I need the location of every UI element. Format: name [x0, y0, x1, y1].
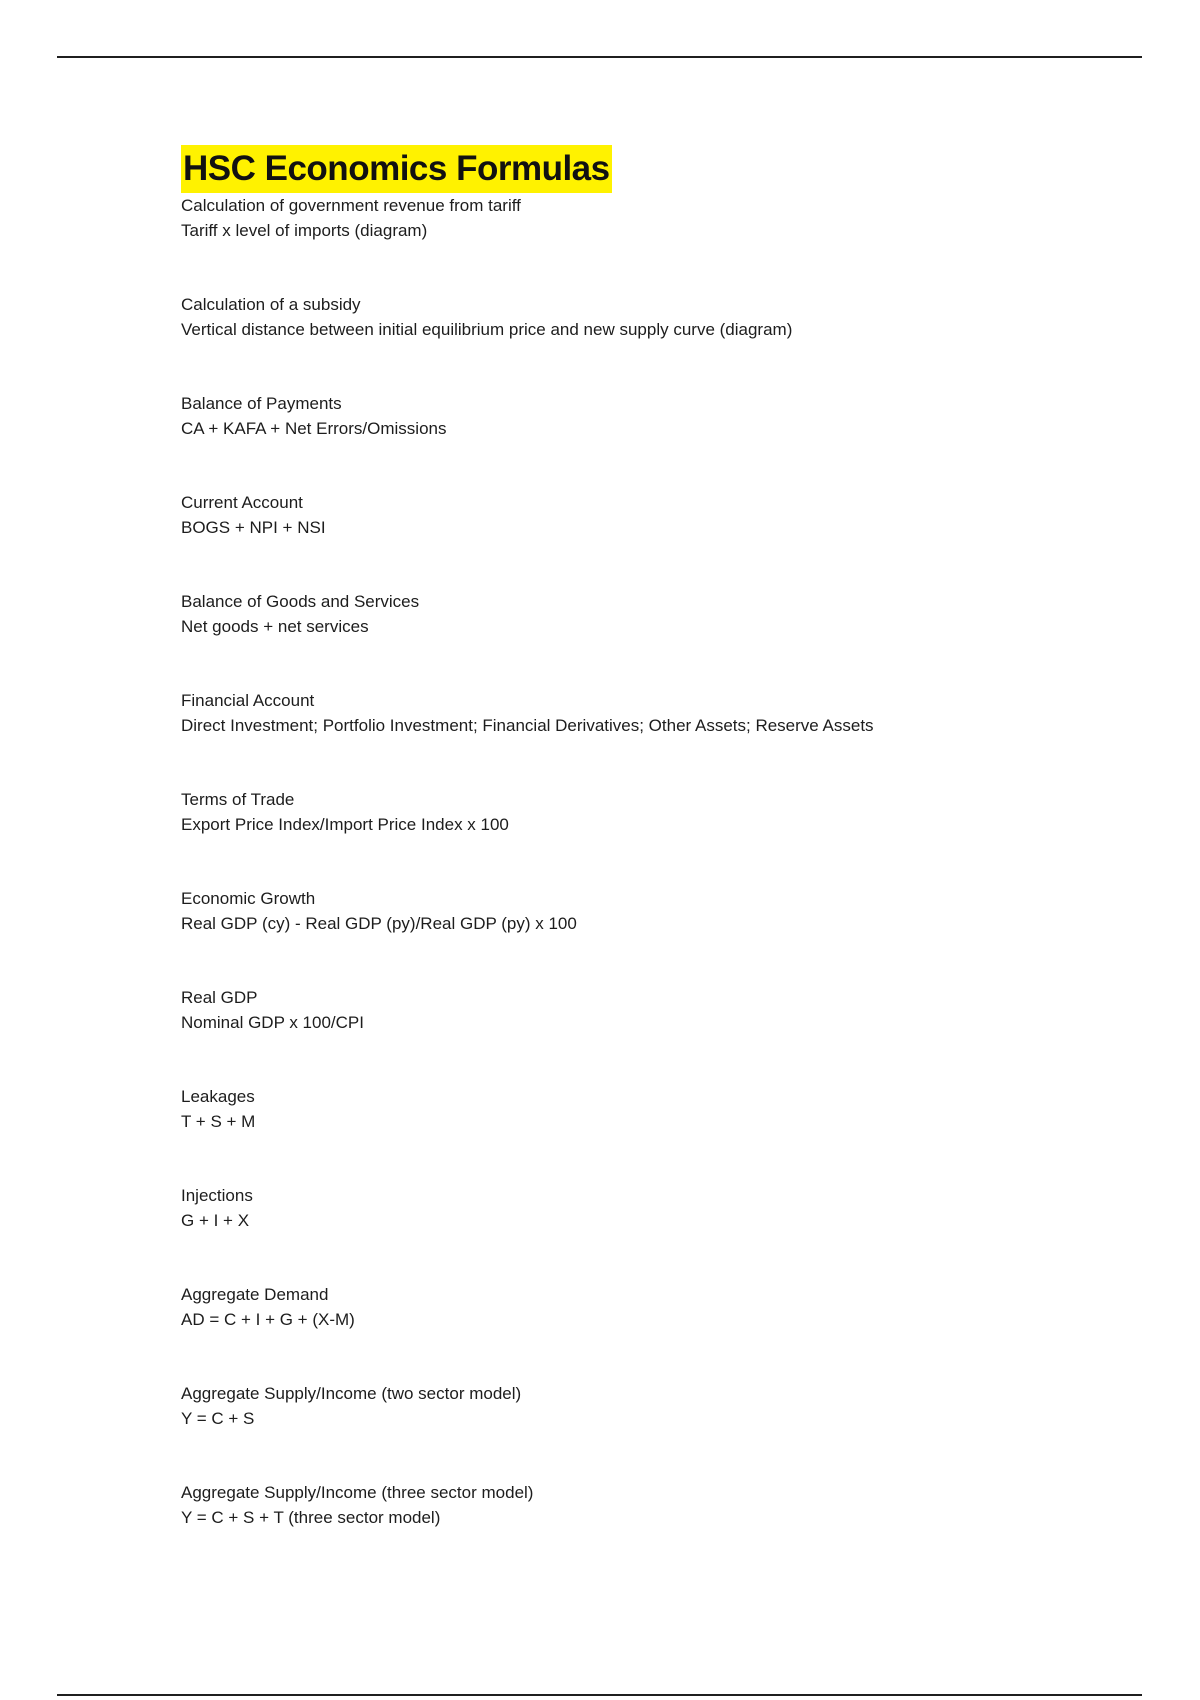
formula-section — [181, 1381, 1141, 1431]
formula-text: Export Price Index/Import Price Index x 100 — [181, 815, 509, 834]
formula-section — [181, 490, 1141, 540]
formula-section — [181, 391, 1141, 441]
formula-heading: Current Account — [181, 493, 303, 512]
formula-text: Net goods + net services — [181, 617, 369, 636]
formula-text: Nominal GDP x 100/CPI — [181, 1013, 364, 1032]
formula-text: Direct Investment; Portfolio Investment; Financial Derivatives; Other Assets; Reserve Assets — [181, 716, 874, 735]
formula-text: Tariff x level of imports (diagram) — [181, 221, 428, 240]
formula-text: Real GDP (cy) - Real GDP (py)/Real GDP (py) x 100 — [181, 914, 577, 933]
formula-section — [181, 193, 1141, 243]
formula-heading: Calculation of a subsidy — [181, 295, 361, 314]
document-body — [181, 145, 1141, 1530]
formula-section — [181, 1084, 1141, 1134]
top-rule — [57, 56, 1142, 58]
formula-text: G + I + X — [181, 1211, 250, 1230]
formula-text: AD = C + I + G + (X-M) — [181, 1310, 355, 1329]
formula-text: T + S + M — [181, 1112, 256, 1131]
formula-text: CA + KAFA + Net Errors/Omissions — [181, 419, 447, 438]
formula-heading: Balance of Payments — [181, 394, 342, 413]
formula-text: Y = C + S — [181, 1409, 255, 1428]
bottom-rule — [57, 1694, 1142, 1696]
formula-heading: Balance of Goods and Services — [181, 592, 420, 611]
formula-heading: Economic Growth — [181, 889, 316, 908]
formula-heading: Financial Account — [181, 691, 315, 710]
formula-text: BOGS + NPI + NSI — [181, 518, 326, 537]
formula-section — [181, 589, 1141, 639]
formula-heading: Injections — [181, 1186, 253, 1205]
formula-heading: Aggregate Demand — [181, 1285, 329, 1304]
formula-heading: Calculation of government revenue from tariff — [181, 196, 521, 215]
formula-text: Y = C + S + T (three sector model) — [181, 1508, 441, 1527]
formula-text: Vertical distance between initial equilibrium price and new supply curve (diagram) — [181, 320, 793, 339]
formula-heading: Real GDP — [181, 988, 258, 1007]
formula-section — [181, 886, 1141, 936]
formula-heading: Terms of Trade — [181, 790, 295, 809]
formula-section — [181, 688, 1141, 738]
formula-section — [181, 292, 1141, 342]
formula-section — [181, 1480, 1141, 1530]
formula-section — [181, 985, 1141, 1035]
formula-heading: Leakages — [181, 1087, 255, 1106]
formula-section — [181, 787, 1141, 837]
formula-heading: Aggregate Supply/Income (three sector model) — [181, 1483, 534, 1502]
formula-heading: Aggregate Supply/Income (two sector model) — [181, 1384, 522, 1403]
page-title: HSC Economics Formulas — [181, 145, 612, 193]
formula-section — [181, 1282, 1141, 1332]
formula-section — [181, 1183, 1141, 1233]
